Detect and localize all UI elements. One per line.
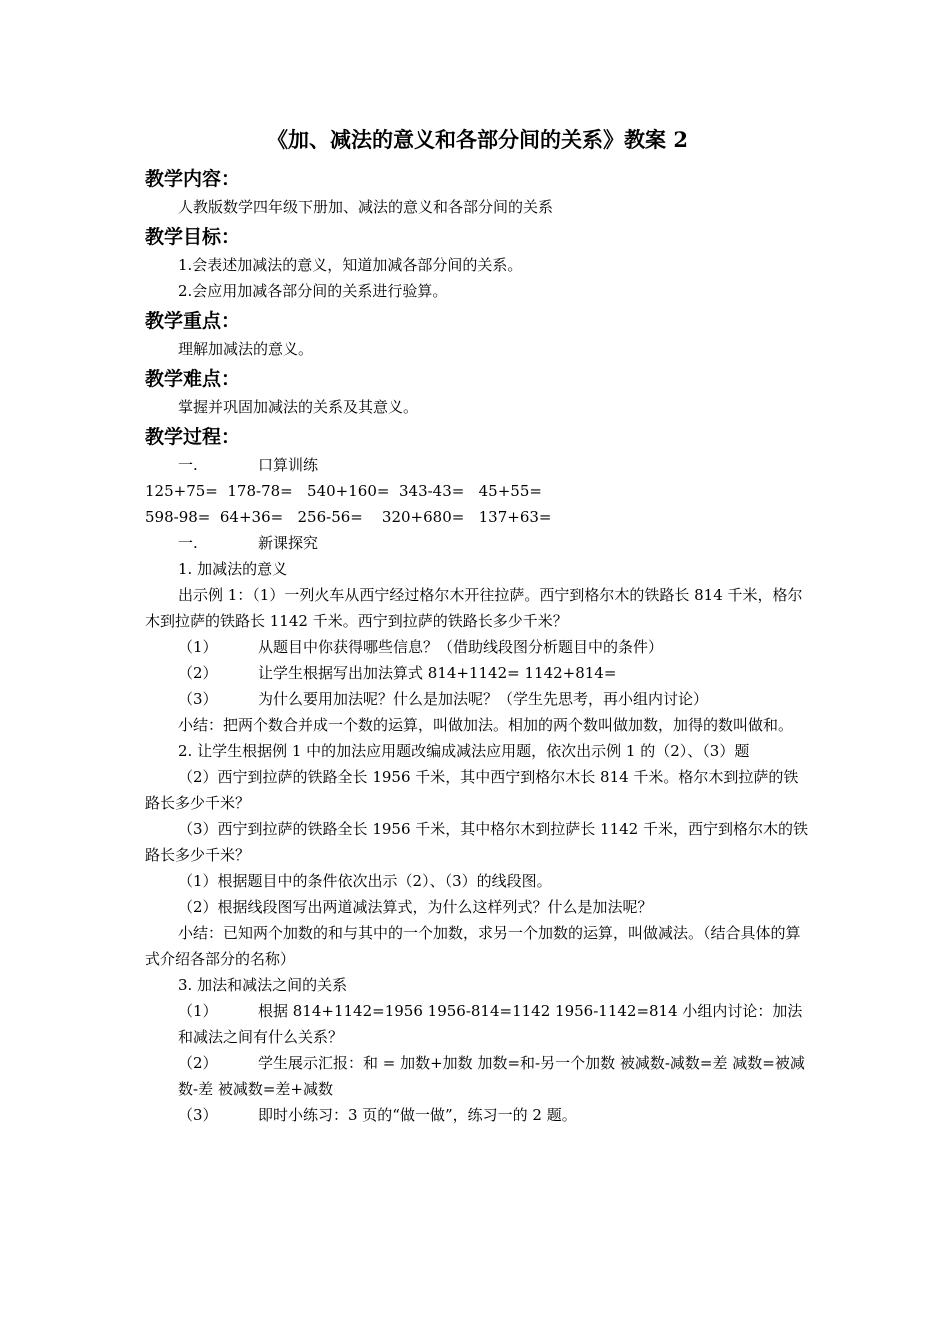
question-row — [145, 660, 810, 686]
step-paragraph: （2）根据线段图写出两道减法算式，为什么这样列式？什么是加法呢？ — [178, 898, 653, 916]
process-heading: 教学过程： — [145, 426, 241, 448]
key-heading: 教学重点： — [145, 310, 241, 332]
document-title: 《加、减法的意义和各部分间的关系》教案 2 — [267, 127, 688, 152]
relation-row — [145, 998, 810, 1050]
example-paragraph: （3）西宁到拉萨的铁路全长 1956 千米，其中格尔木到拉萨长 1142 千米，西宁到格尔木的铁路长多少千米？ — [145, 820, 808, 864]
relation-text: 根据 814+1142=1956 1956-814=1142 1956-1142=814 小组内讨论：加法和减法之间有什么关系？ — [178, 1002, 803, 1046]
section-number: 一. — [178, 534, 198, 552]
step-paragraph: （1）根据题目中的条件依次出示（2）、（3）的线段图。 — [178, 872, 552, 890]
summary-paragraph: 小结：已知两个加数的和与其中的一个加数，求另一个加数的运算，叫做减法。（结合具体的算式介绍各部分的名称） — [145, 924, 801, 968]
summary-paragraph: 小结：把两个数合并成一个数的运算，叫做加法。相加的两个数叫做加数，加得的数叫做和。 — [178, 716, 794, 734]
document-page — [145, 120, 810, 1128]
relation-text: 即时小练习：3 页的“做一做”，练习一的 2 题。 — [258, 1106, 577, 1124]
question-number: （3） — [178, 690, 218, 708]
question-number: （1） — [178, 638, 218, 656]
content-text: 人教版数学四年级下册加、减法的意义和各部分间的关系 — [178, 198, 554, 216]
relation-row — [145, 1102, 810, 1128]
goals-heading: 教学目标： — [145, 226, 241, 248]
calc-line: 125+75= 178-78= 540+160= 343-43= 45+55= — [145, 482, 542, 500]
part-title: 3. 加法和减法之间的关系 — [178, 976, 348, 994]
question-row — [145, 686, 810, 712]
relation-number: （2） — [178, 1054, 218, 1072]
example-paragraph: 出示例 1：（1）一列火车从西宁经过格尔木开往拉萨。西宁到格尔木的铁路长 814 千米，格尔木到拉萨的铁路长 1142 千米。西宁到拉萨的铁路长多少千米？ — [145, 586, 803, 630]
question-text: 从题目中你获得哪些信息？（借助线段图分析题目中的条件） — [258, 638, 664, 656]
difficulty-text: 掌握并巩固加减法的关系及其意义。 — [178, 398, 419, 416]
section-number: 一. — [178, 456, 198, 474]
calc-line: 598-98= 64+36= 256-56= 320+680= 137+63= — [145, 508, 552, 526]
difficulty-heading: 教学难点： — [145, 368, 241, 390]
relation-number: （3） — [178, 1106, 218, 1124]
goal-item: 1.会表述加减法的意义，知道加减各部分间的关系。 — [178, 256, 523, 274]
relation-text: 学生展示汇报：和 = 加数+加数 加数=和-另一个加数 被减数-减数=差 减数=被减数-差 被减数=差+减数 — [178, 1054, 805, 1098]
part-title: 1. 加减法的意义 — [178, 560, 288, 578]
key-text: 理解加减法的意义。 — [178, 340, 314, 358]
question-row — [145, 634, 810, 660]
content-heading: 教学内容： — [145, 168, 241, 190]
section-new-lesson — [145, 530, 810, 556]
question-text: 为什么要用加法呢？什么是加法呢？（学生先思考，再小组内讨论） — [258, 690, 709, 708]
section-label: 新课探究 — [258, 534, 319, 552]
goal-item: 2.会应用加减各部分间的关系进行验算。 — [178, 282, 448, 300]
question-text: 让学生根据写出加法算式 814+1142= 1142+814= — [258, 664, 617, 682]
section-label: 口算训练 — [258, 456, 319, 474]
relation-number: （1） — [178, 1002, 218, 1020]
question-number: （2） — [178, 664, 218, 682]
section-oral-calc — [145, 452, 810, 478]
relation-row — [145, 1050, 810, 1102]
example-paragraph: （2）西宁到拉萨的铁路全长 1956 千米，其中西宁到格尔木长 814 千米。格尔木到拉萨的铁路长多少千米？ — [145, 768, 799, 812]
part-title: 2. 让学生根据例 1 中的加法应用题改编成减法应用题，依次出示例 1 的（2）、（3）题 — [178, 742, 750, 760]
